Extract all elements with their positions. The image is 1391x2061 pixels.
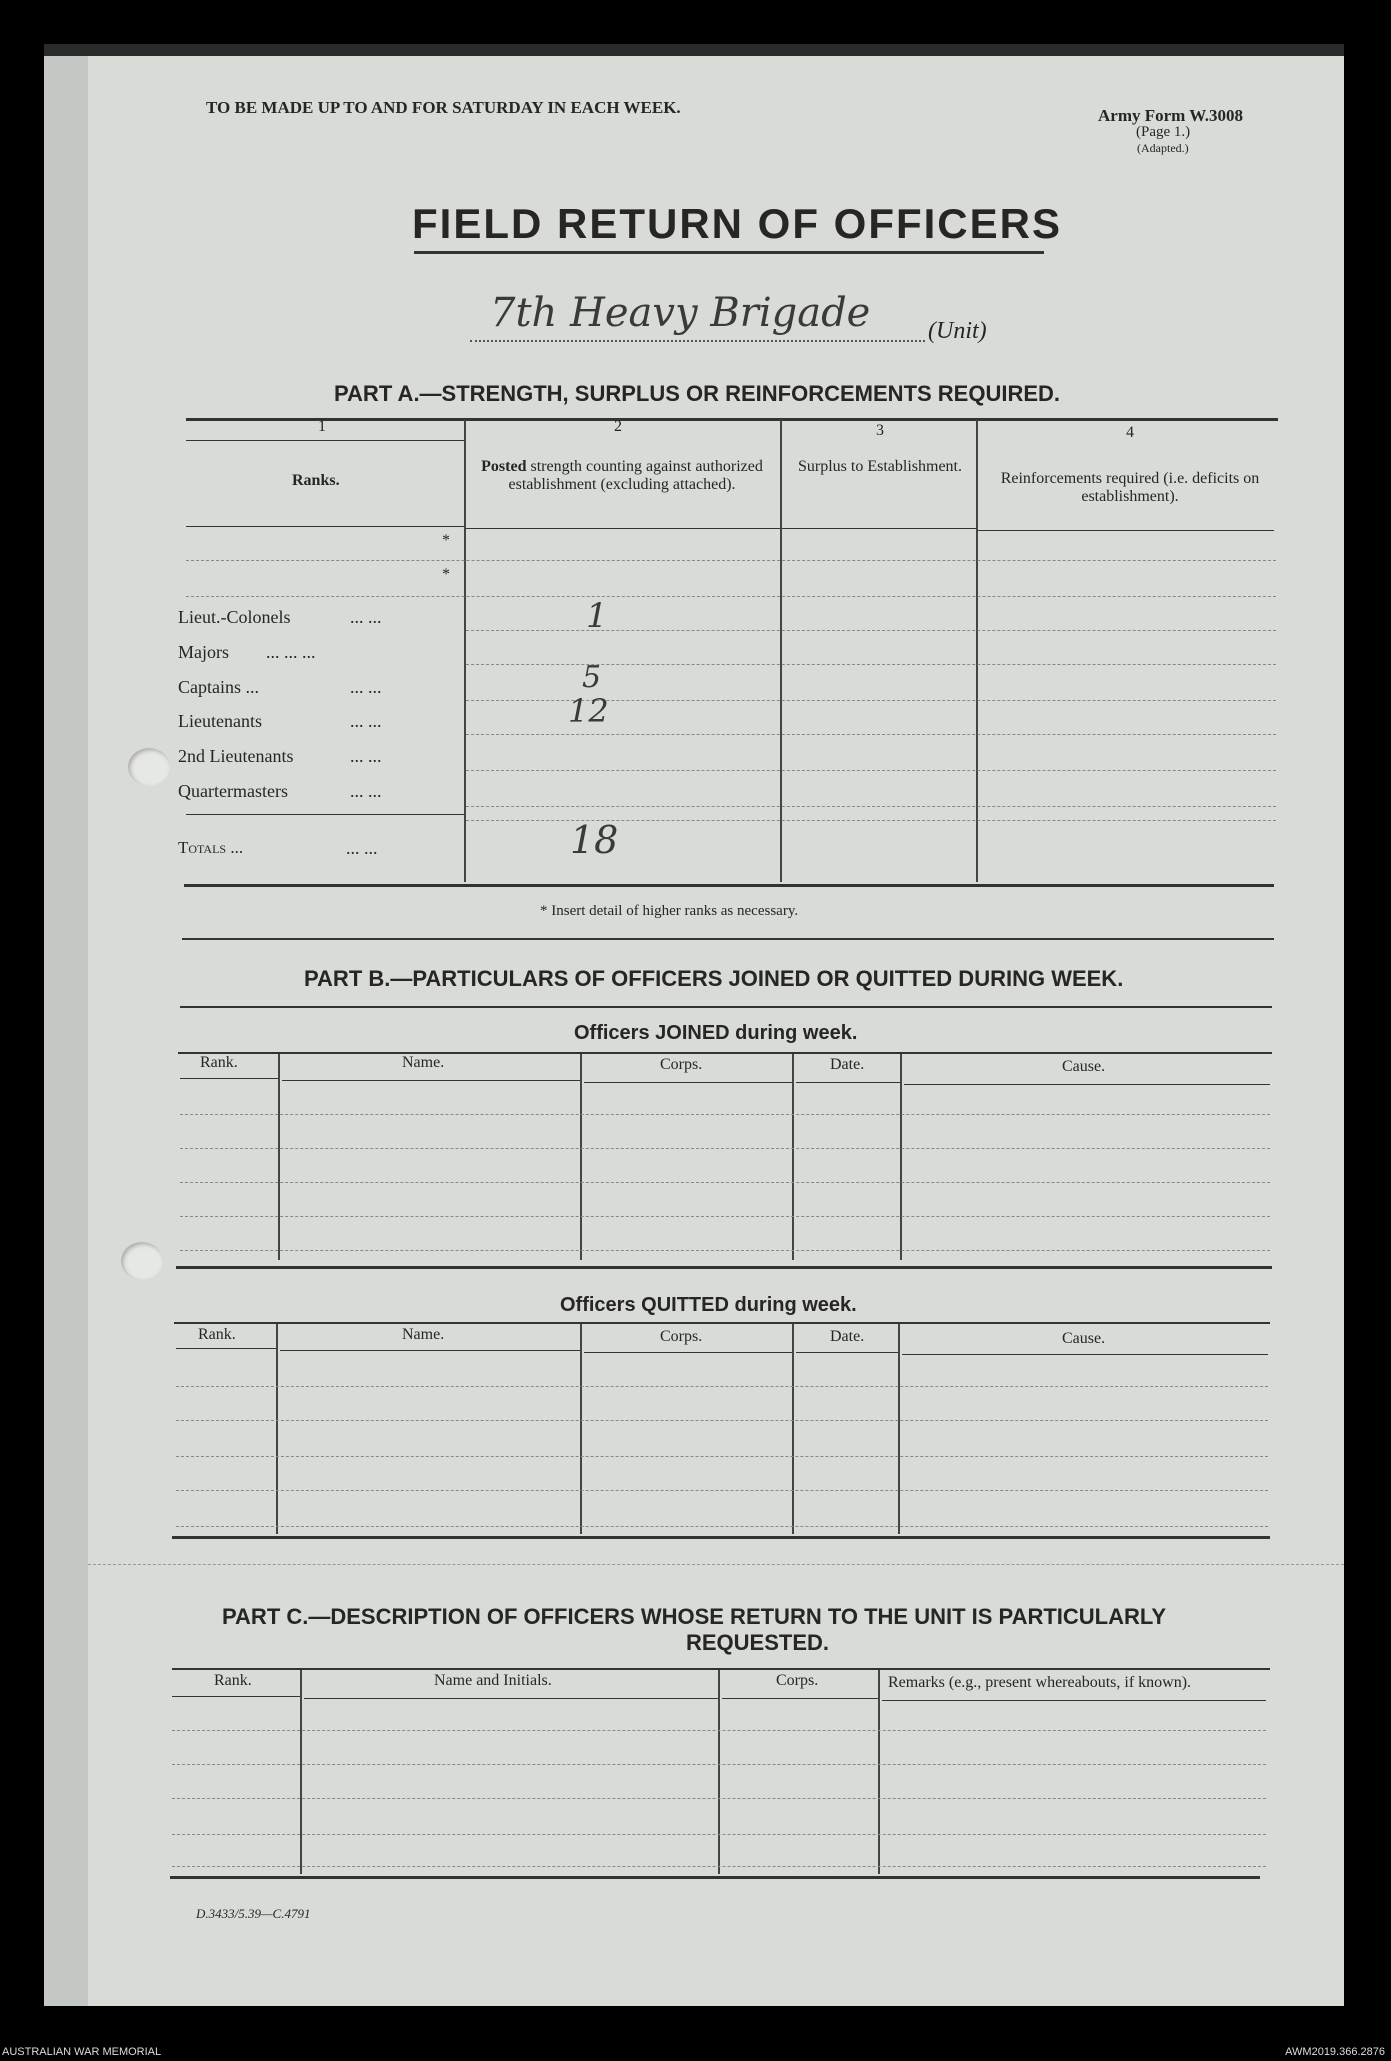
part-c-table-bottom [170,1876,1260,1879]
joined-header-rule [796,1082,900,1083]
part-a-col-divider-3 [976,420,978,882]
rank-label: 2nd Lieutenants [178,746,294,766]
joined-col-divider [580,1054,582,1260]
unit-label: (Unit) [928,318,987,344]
unit-value: 7th Heavy Brigade [490,290,871,336]
totals-value: 18 [570,818,619,862]
quitted-header-rule [176,1348,276,1349]
quitted-title: Officers QUITTED during week. [560,1294,857,1316]
quitted-col-divider [792,1324,794,1534]
table-row [172,1764,1266,1765]
ranks-header: Ranks. [292,472,340,489]
part-a-top-rule [186,418,1278,421]
rank-dots: ... ... [350,781,382,801]
reinforcements-header: Reinforcements required (i.e. deficits on establishment). [1000,470,1260,505]
table-row [466,770,1276,771]
quitted-col-date: Date. [830,1328,865,1345]
totals-label: Totals ... [178,838,244,857]
posted-header-bold: Posted [481,458,527,475]
quitted-header-rule [280,1350,580,1351]
table-row [172,1730,1266,1731]
table-row [172,1834,1266,1835]
part-b-heading: PART B.—PARTICULARS OF OFFICERS JOINED OR QUITTED DURING WEEK. [304,966,1124,991]
posted-header-rest: strength counting against authorized establishment (excluding attached). [508,458,763,493]
totals-dots: ... ... [346,838,378,858]
table-row [180,1148,1270,1149]
quitted-header-rule [902,1354,1268,1355]
table-row [172,1866,1266,1867]
print-code: D.3433/5.39—C.4791 [196,1906,311,1921]
joined-table-top [178,1052,1272,1054]
part-c-col-rank: Rank. [214,1672,252,1689]
surplus-header-bottom-rule [782,528,976,529]
col-number-3: 3 [876,422,884,439]
quitted-col-corps: Corps. [660,1328,703,1345]
table-row [466,630,1276,631]
joined-col-date: Date. [830,1056,865,1073]
table-row [176,1490,1268,1491]
part-c-table-top [172,1668,1270,1670]
quitted-col-cause: Cause. [1062,1330,1106,1347]
part-a-bottom-rule [184,884,1274,887]
part-a-col-divider-2 [780,420,782,882]
form-page: (Page 1.) [1136,124,1191,140]
table-row [180,1250,1270,1251]
title-underline [414,251,1044,254]
table-row [176,1420,1268,1421]
totals-rule [186,814,464,815]
posted-value: 5 [582,660,602,695]
part-c-col-divider [300,1670,302,1874]
table-row [176,1526,1268,1527]
fold-line [88,1564,1344,1565]
quitted-col-name: Name. [402,1326,445,1343]
joined-table-bottom [176,1266,1272,1269]
joined-col-corps: Corps. [660,1056,703,1073]
part-c-col-divider [718,1670,720,1874]
rank-dots: ... ... [350,607,382,627]
col-number-4: 4 [1126,424,1134,441]
quitted-header-rule [584,1352,792,1353]
higher-rank-star: * [442,532,450,549]
joined-col-divider [792,1054,794,1260]
quitted-col-divider [276,1324,278,1534]
part-c-heading-line2: REQUESTED. [686,1630,830,1655]
quitted-col-rank: Rank. [198,1326,236,1343]
part-c-header-rule [304,1698,718,1699]
col-number-2: 2 [614,418,622,435]
rank-label: Quartermasters [178,781,288,801]
table-row [176,1386,1268,1387]
joined-header-rule [904,1084,1270,1085]
part-c-col-name: Name and Initials. [434,1672,552,1689]
posted-header [472,458,772,494]
joined-header-rule [180,1078,278,1079]
part-c-col-corps: Corps. [776,1672,819,1689]
footnote-rule [182,938,1274,940]
joined-header-rule [584,1082,792,1083]
posted-value: 12 [568,692,609,730]
quitted-table-bottom [172,1536,1270,1539]
higher-rank-star: * [442,566,450,583]
part-c-heading-line1: PART C.—DESCRIPTION OF OFFICERS WHOSE RETURN TO THE UNIT IS PARTICULARLY [222,1604,1166,1629]
part-c-col-divider [878,1670,880,1874]
punch-hole [128,748,170,786]
rank-label: Lieut.-Colonels [178,607,291,627]
col1-header-rule [186,440,464,441]
posted-value: 1 [586,596,608,636]
posted-header-bottom-rule [466,528,780,529]
table-row [466,806,1276,807]
part-a-col-divider-1 [464,420,466,882]
rank-dots: ... ... ... [266,642,316,662]
joined-col-rank: Rank. [200,1054,238,1071]
quitted-header-rule [796,1352,898,1353]
paper-left-strip [44,44,88,2006]
quitted-col-divider [898,1324,900,1534]
footer-right: AWM2019.366.2876 [1285,2046,1385,2058]
col-number-1: 1 [318,418,326,435]
quitted-table-top [174,1322,1270,1324]
joined-col-divider [278,1054,280,1260]
footer-left: AUSTRALIAN WAR MEMORIAL [2,2046,162,2058]
quitted-col-divider [580,1324,582,1534]
paper-top-edge [44,44,1344,56]
rank-dots: ... ... [350,677,382,697]
rank-label: Majors [178,642,229,662]
part-c-header-rule [722,1698,878,1699]
joined-col-name: Name. [402,1054,445,1071]
form-id: Army Form W.3008 [1098,106,1243,125]
joined-title: Officers JOINED during week. [574,1022,858,1044]
table-row [466,734,1276,735]
table-row [180,1216,1270,1217]
table-row [176,1456,1268,1457]
rank-dots: ... ... [350,711,382,731]
unit-dotted-line [470,340,925,342]
part-b-top-rule [180,1006,1272,1008]
part-a-heading: PART A.—STRENGTH, SURPLUS OR REINFORCEMENTS REQUIRED. [334,381,1061,406]
table-row [180,1114,1270,1115]
page-title: FIELD RETURN OF OFFICERS [412,200,1062,247]
reinforcements-header-bottom-rule [978,530,1274,531]
surplus-header: Surplus to Establishment. [798,458,962,475]
joined-header-rule [282,1080,580,1081]
higher-rank-row [186,560,1276,561]
table-row [180,1182,1270,1183]
rank-label: Lieutenants [178,711,262,731]
rank-dots: ... ... [350,746,382,766]
ranks-header-bottom-rule [186,526,464,527]
rank-label: Captains ... [178,677,259,697]
joined-col-divider [900,1054,902,1260]
header-instruction: TO BE MADE UP TO AND FOR SATURDAY IN EACH WEEK. [206,98,681,117]
part-c-header-rule [882,1700,1266,1701]
joined-col-cause: Cause. [1062,1058,1106,1075]
table-row [172,1798,1266,1799]
punch-hole [121,1242,163,1280]
part-c-header-rule [172,1696,300,1697]
part-c-col-remarks: Remarks (e.g., present whereabouts, if known). [888,1674,1192,1691]
form-adapted: (Adapted.) [1137,141,1189,155]
footnote: * Insert detail of higher ranks as necessary. [540,903,799,919]
higher-rank-row [186,596,1276,597]
